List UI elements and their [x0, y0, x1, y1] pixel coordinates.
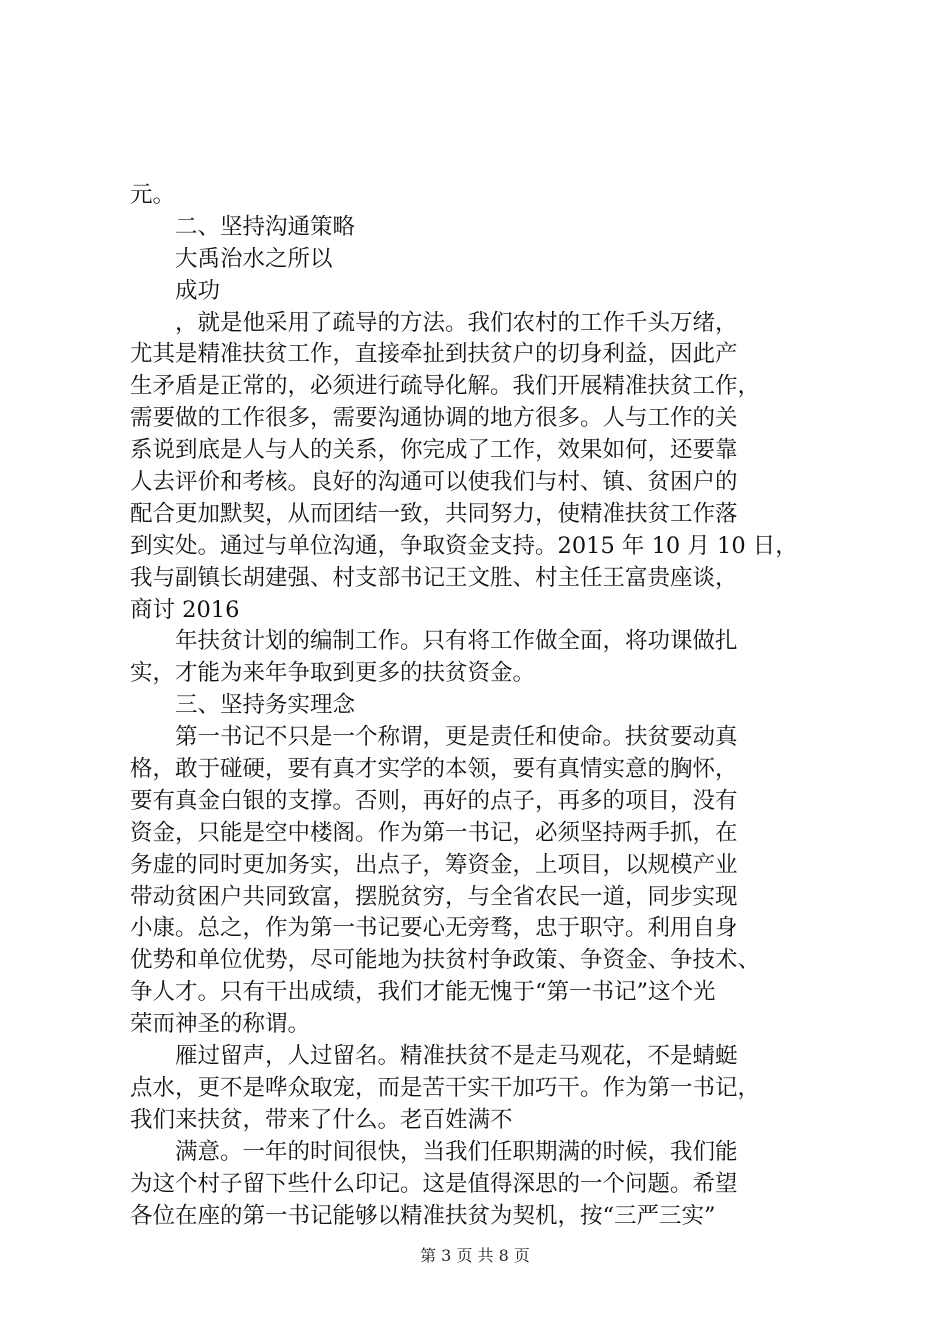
text-line: 生矛盾是正常的，必须进行疏导化解。我们开展精准扶贫工作，	[130, 373, 761, 400]
text-line: 需要做的工作很多，需要沟通协调的地方很多。人与工作的关	[130, 405, 738, 432]
text-line: 资金，只能是空中楼阁。作为第一书记，必须坚持两手抓，在	[130, 819, 738, 846]
text-line: 争人才。只有干出成绩，我们才能无愧于“第一书记”这个光	[130, 979, 716, 1006]
text-line: 实，才能为来年争取到更多的扶贫资金。	[130, 660, 536, 687]
text-line: 配合更加默契，从而团结一致，共同努力，使精准扶贫工作落	[130, 500, 738, 527]
text-line: 三、坚持务实理念	[130, 692, 356, 719]
text-line: 第一书记不只是一个称谓，更是责任和使命。扶贫要动真	[130, 724, 738, 751]
text-line: 成功	[130, 277, 221, 304]
text-line: 我与副镇长胡建强、村支部书记王文胜、村主任王富贵座谈，	[130, 564, 738, 591]
text-line: 小康。总之，作为第一书记要心无旁骛，忠于职守。利用自身	[130, 915, 738, 942]
text-line: 为这个村子留下些什么印记。这是值得深思的一个问题。希望	[130, 1170, 738, 1197]
text-line: 年扶贫计划的编制工作。只有将工作做全面，将功课做扎	[130, 628, 738, 655]
document-body	[130, 180, 830, 1232]
text-line: 人去评价和考核。良好的沟通可以使我们与村、镇、贫困户的	[130, 469, 738, 496]
text-line: 商讨 2016	[130, 596, 240, 623]
text-line: 到实处。通过与单位沟通，争取资金支持。2015 年 10 月 10 日，	[130, 532, 798, 559]
text-line: 满意。一年的时间很快，当我们任职期满的时候，我们能	[130, 1138, 738, 1165]
text-line: 格，敢于碰硬，要有真才实学的本领，要有真情实意的胸怀，	[130, 756, 738, 783]
text-line: 带动贫困户共同致富，摆脱贫穷，与全省农民一道，同步实现	[130, 883, 738, 910]
text-line: 系说到底是人与人的关系，你完成了工作，效果如何，还要靠	[130, 437, 738, 464]
text-line: 元。	[130, 182, 176, 208]
page-footer: 第 3 页 共 8 页	[420, 1246, 530, 1265]
text-line: 尤其是精准扶贫工作，直接牵扯到扶贫户的切身利益，因此产	[130, 341, 738, 368]
text-line: 务虚的同时更加务实，出点子，筹资金，上项目，以规模产业	[130, 851, 738, 878]
text-line: 我们来扶贫，带来了什么。老百姓满不	[130, 1106, 513, 1133]
text-line: 荣而神圣的称谓。	[130, 1011, 311, 1038]
text-line: 点水，更不是哗众取宠，而是苦干实干加巧干。作为第一书记，	[130, 1074, 761, 1101]
text-line: 雁过留声，人过留名。精准扶贫不是走马观花，不是蜻蜓	[130, 1043, 738, 1070]
text-line: ，就是他采用了疏导的方法。我们农村的工作千头万绪，	[130, 309, 738, 336]
text-line: 大禹治水之所以	[130, 245, 333, 272]
text-line: 各位在座的第一书记能够以精准扶贫为契机，按“三严三实”	[130, 1202, 716, 1229]
text-line: 二、坚持沟通策略	[130, 213, 356, 240]
text-line: 要有真金白银的支撑。否则，再好的点子，再多的项目，没有	[130, 787, 738, 814]
text-line: 优势和单位优势，尽可能地为扶贫村争政策、争资金、争技术、	[130, 947, 761, 974]
